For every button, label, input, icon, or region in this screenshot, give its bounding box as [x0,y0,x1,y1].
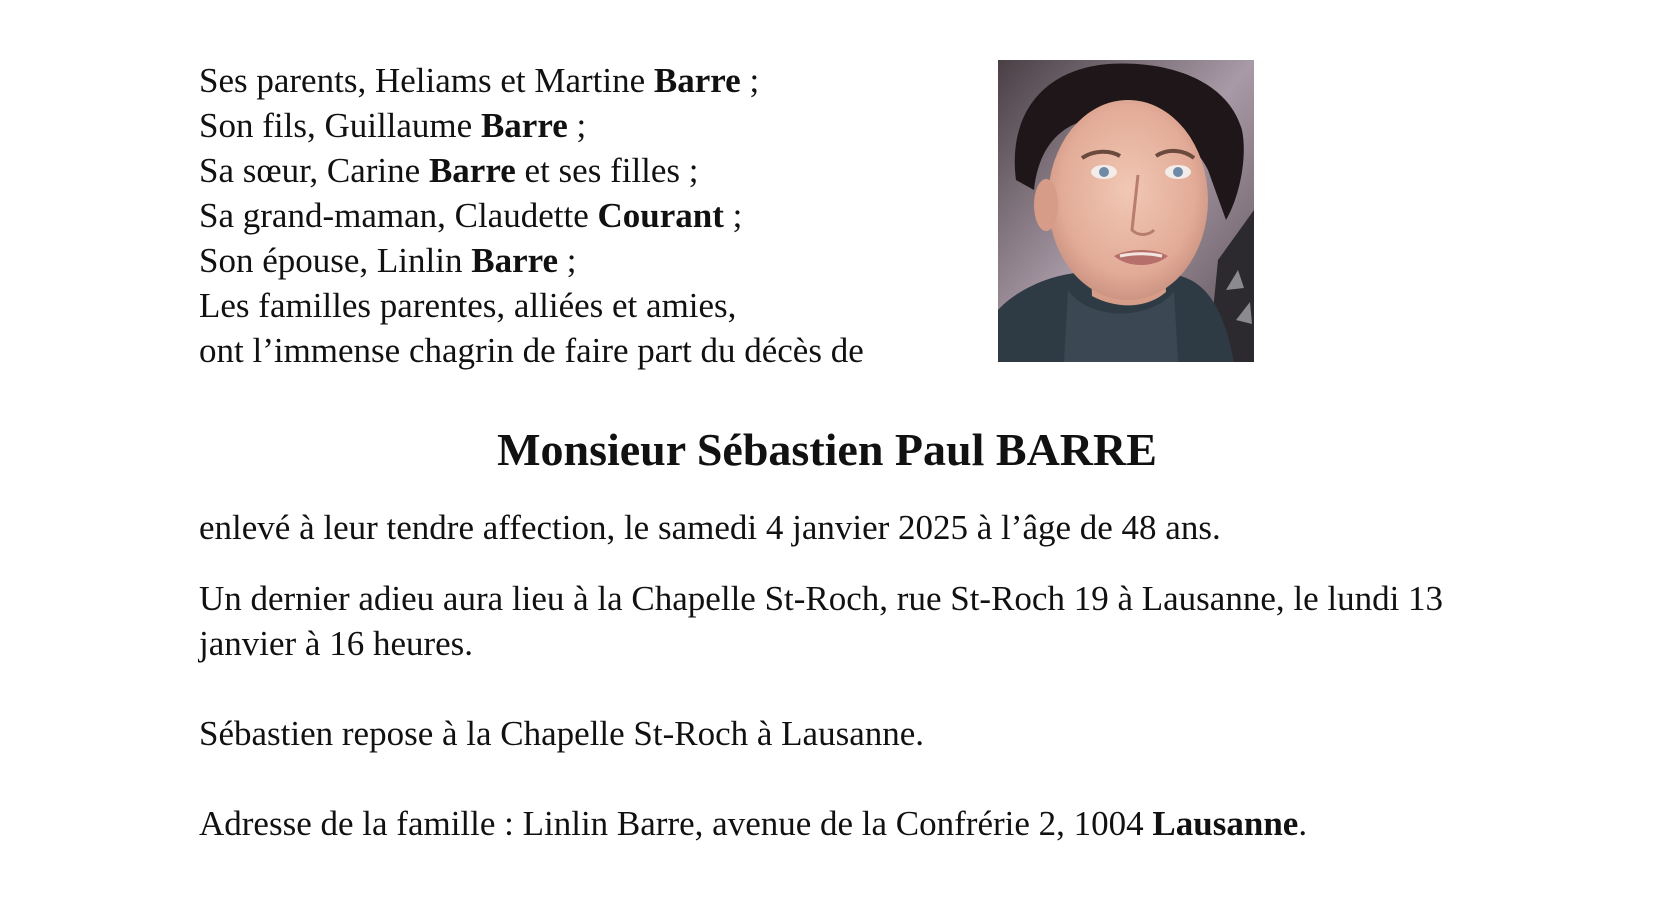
family-line: Ses parents, Heliams et Martine Barre ; [199,61,760,100]
family-line: Les familles parentes, alliées et amies, [199,286,737,325]
portrait-illustration [998,60,1254,362]
family-line: Son épouse, Linlin Barre ; [199,241,577,280]
family-line: Sa sœur, Carine Barre et ses filles ; [199,151,699,190]
family-list [199,58,979,373]
portrait-photo [998,60,1254,362]
deceased-name: Monsieur Sébastien Paul BARRE [497,424,1157,475]
family-address: Adresse de la famille : Linlin Barre, avenue de la Confrérie 2, 1004 Lausanne. [199,804,1308,843]
rest-paragraph: Sébastien repose à la Chapelle St-Roch à Lausanne. [199,714,925,753]
death-paragraph: enlevé à leur tendre affection, le samedi 4 janvier 2025 à l’âge de 48 ans. [199,508,1221,547]
family-line: ont l’immense chagrin de faire part du décès de [199,331,864,370]
ceremony-paragraph: Un dernier adieu aura lieu à la Chapelle St-Roch, rue St-Roch 19 à Lausanne, le lundi 13 janvier à 16 heures. [199,579,1444,663]
family-line: Sa grand-maman, Claudette Courant ; [199,196,743,235]
family-line: Son fils, Guillaume Barre ; [199,106,587,145]
